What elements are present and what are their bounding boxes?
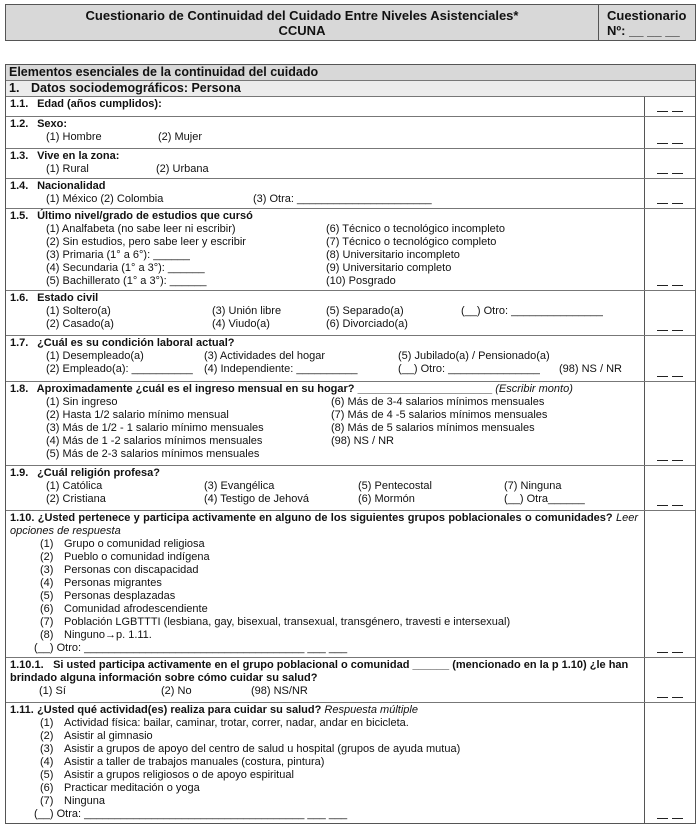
answer-option[interactable]: (5) Bachillerato (1° a 3°): ______ — [46, 275, 207, 287]
answer-option[interactable]: (1) Analfabeta (no sabe leer ni escribir) — [46, 223, 236, 235]
question-body — [6, 209, 645, 290]
answer-option[interactable]: (5) Separado(a) — [326, 305, 404, 317]
answer-option[interactable]: (4) Testigo de Jehová — [204, 493, 309, 505]
question-label: Sexo: — [37, 118, 68, 130]
question-number: 1.5. — [10, 210, 29, 222]
answer-option[interactable]: (2) Cristiana — [46, 493, 106, 505]
option-line — [10, 163, 644, 176]
answer-option[interactable]: (2) — [40, 730, 54, 742]
option-line — [10, 717, 644, 730]
question-text — [10, 180, 644, 193]
answer-cell — [645, 382, 695, 465]
answer-cell — [645, 336, 695, 381]
answer-option[interactable]: (4) Más de 1 -2 salarios mínimos mensuales — [46, 435, 263, 447]
answer-option[interactable]: (3) Otra: ______________________ — [253, 193, 432, 205]
answer-option[interactable]: Asistir al gimnasio — [64, 730, 153, 742]
answer-option[interactable]: (2) Mujer — [158, 131, 203, 143]
option-line — [10, 730, 644, 743]
answer-option[interactable]: Practicar meditación o yoga — [64, 782, 200, 794]
question-body — [6, 179, 645, 208]
option-line — [10, 629, 644, 642]
answer-option[interactable]: (3) — [40, 564, 54, 576]
question-row — [6, 511, 695, 658]
answer-option[interactable]: (3) Primaria (1° a 6°): ______ — [46, 249, 190, 261]
answer-option[interactable]: (7) Más de 4 -5 salarios mínimos mensuales — [331, 409, 548, 421]
answer-option[interactable]: (__) Otra: ____________________________________ ___ ___ — [34, 808, 348, 820]
answer-option[interactable]: (98) NS / NR — [331, 435, 394, 447]
answer-blank-field[interactable] — [657, 285, 683, 286]
question-text — [10, 292, 644, 305]
questionnaire-number-field[interactable]: Nº: __ __ __ — [607, 23, 680, 38]
answer-option[interactable]: (2) Casado(a) — [46, 318, 114, 330]
answer-option[interactable]: (3) — [40, 743, 54, 755]
answer-blank-field[interactable] — [657, 505, 683, 506]
answer-option[interactable]: (5) — [40, 769, 54, 781]
question-number: 1.2. — [10, 118, 29, 130]
answer-option[interactable]: (1) — [40, 717, 54, 729]
answer-option[interactable]: (5) Pentecostal — [358, 480, 432, 492]
question-label: Aproximadamente ¿cuál es el ingreso mensual en su hogar? ______________________ — [36, 383, 493, 395]
answer-option[interactable]: (__) Otro: ____________________________________ ___ ___ — [34, 642, 348, 654]
answer-option[interactable]: (2) Hasta 1/2 salario mínimo mensual — [46, 409, 229, 421]
question-instruction: Leer opciones de respuesta — [10, 512, 638, 537]
option-line — [10, 590, 644, 603]
question-row — [6, 336, 695, 382]
question-text — [10, 512, 644, 538]
answer-option[interactable]: (6) Mormón — [358, 493, 415, 505]
option-line — [10, 131, 644, 144]
option-line — [10, 305, 644, 318]
answer-option[interactable]: (5) Jubilado(a) / Pensionado(a) — [398, 350, 550, 362]
answer-blank-field[interactable] — [657, 111, 683, 112]
question-text — [10, 150, 644, 163]
questions-table — [5, 64, 696, 824]
option-line — [10, 363, 644, 376]
option-line — [10, 743, 644, 756]
answer-option[interactable]: (1) Desempleado(a) — [46, 350, 144, 362]
question-label: Vive en la zona: — [37, 150, 120, 162]
question-body — [6, 291, 645, 335]
question-body — [6, 466, 645, 510]
option-line — [10, 493, 644, 506]
question-label: ¿Usted pertenece y participa activamente en alguno de los siguientes grupos poblacionales o comunidades? — [37, 512, 613, 524]
option-line — [10, 795, 644, 808]
option-line — [10, 422, 644, 435]
option-line — [10, 236, 644, 249]
answer-option[interactable]: Personas migrantes — [64, 577, 162, 589]
option-line — [10, 756, 644, 769]
option-line — [10, 642, 644, 655]
question-row — [6, 466, 695, 511]
answer-cell — [645, 466, 695, 510]
answer-option[interactable]: (7) — [40, 795, 54, 807]
answer-option[interactable]: (3) Unión libre — [212, 305, 282, 317]
answer-option[interactable]: (4) Viudo(a) — [212, 318, 270, 330]
question-body — [6, 703, 645, 823]
question-text — [10, 383, 644, 396]
answer-option[interactable]: Comunidad afrodescendiente — [64, 603, 208, 615]
answer-option[interactable]: (4) Secundaria (1° a 3°): ______ — [46, 262, 205, 274]
option-line — [10, 564, 644, 577]
question-label: ¿Cuál es su condición laboral actual? — [37, 337, 235, 349]
answer-cell — [645, 658, 695, 702]
answer-option[interactable]: (2) Empleado(a): __________ — [46, 363, 193, 375]
answer-cell — [645, 703, 695, 823]
answer-option[interactable]: (2) Urbana — [156, 163, 209, 175]
answer-blank-field[interactable] — [657, 376, 683, 377]
answer-option[interactable]: Asistir a grupos religiosos o de apoyo espiritual — [64, 769, 294, 781]
answer-blank-field[interactable] — [657, 652, 683, 653]
form-header — [5, 4, 696, 41]
answer-cell — [645, 149, 695, 178]
question-row — [6, 658, 695, 703]
answer-option[interactable]: (3) Más de 1/2 - 1 salario mínimo mensuales — [46, 422, 264, 434]
question-body — [6, 97, 645, 116]
question-label: Estado civil — [37, 292, 99, 304]
question-number: 1.9. — [10, 467, 29, 479]
question-row — [6, 382, 695, 466]
question-body — [6, 336, 645, 381]
answer-cell — [645, 179, 695, 208]
option-line — [10, 538, 644, 551]
subsection-number: 1. — [9, 81, 20, 95]
answer-option[interactable]: (6) Divorciado(a) — [326, 318, 408, 330]
option-line — [10, 769, 644, 782]
option-line — [10, 275, 644, 288]
option-line — [10, 318, 644, 331]
answer-option[interactable]: (98) NS/NR — [251, 685, 308, 697]
question-body — [6, 149, 645, 178]
answer-option[interactable]: (__) Otro: _______________ — [398, 363, 540, 375]
subsection-title: Datos sociodemográficos: Persona — [31, 81, 241, 95]
answer-option[interactable]: (1) Rural — [46, 163, 89, 175]
answer-option[interactable]: (6) — [40, 782, 54, 794]
answer-option[interactable]: (3) Actividades del hogar — [204, 350, 326, 362]
answer-option[interactable]: (8) Universitario incompleto — [326, 249, 460, 261]
option-line — [10, 262, 644, 275]
answer-option[interactable]: (7) Técnico o tecnológico completo — [326, 236, 497, 248]
question-number: 1.6. — [10, 292, 29, 304]
option-line — [10, 603, 644, 616]
answer-option[interactable]: (1) Sí — [39, 685, 66, 697]
answer-option[interactable]: (1) Sin ingreso — [46, 396, 118, 408]
answer-option[interactable]: (10) Posgrado — [326, 275, 396, 287]
question-row — [6, 117, 695, 149]
question-text — [10, 210, 644, 223]
answer-blank-field[interactable] — [657, 818, 683, 819]
answer-option[interactable]: (7) Ninguna — [504, 480, 562, 492]
answer-option[interactable]: (6) — [40, 603, 54, 615]
question-number: 1.4. — [10, 180, 29, 192]
question-number: 1.7. — [10, 337, 29, 349]
answer-option[interactable]: (1) Hombre — [46, 131, 102, 143]
question-body — [6, 117, 645, 148]
answer-option[interactable]: (1) — [40, 538, 54, 550]
answer-option[interactable]: (4) — [40, 577, 54, 589]
question-label: ¿Cuál religión profesa? — [37, 467, 160, 479]
answer-option[interactable]: Ninguno→p. 1.11. — [64, 629, 152, 641]
answer-cell — [645, 117, 695, 148]
answer-option[interactable]: Ninguna — [64, 795, 105, 807]
option-line — [10, 448, 644, 461]
question-number: 1.8. — [10, 383, 29, 395]
question-text — [10, 337, 644, 350]
answer-option[interactable]: (2) Sin estudios, pero sabe leer y escribir — [46, 236, 246, 248]
question-label: Si usted participa activamente en el grupo poblacional o comunidad ______ (mencionado en la p 1.10) ¿le han brindado alguna información sobre cómo cuidar su salud? — [10, 659, 629, 684]
answer-option[interactable]: (__) Otro: _______________ — [461, 305, 603, 317]
option-line — [10, 435, 644, 448]
answer-option[interactable]: (5) — [40, 590, 54, 602]
question-text — [10, 467, 644, 480]
option-line — [10, 577, 644, 590]
answer-option[interactable]: Pueblo o comunidad indígena — [64, 551, 210, 563]
subsection-heading — [6, 81, 695, 97]
answer-blank-field[interactable] — [657, 173, 683, 174]
answer-option[interactable]: (1) México (2) Colombia — [46, 193, 164, 205]
option-line — [10, 480, 644, 493]
question-row — [6, 149, 695, 179]
option-line — [10, 551, 644, 564]
answer-option[interactable]: (8) Más de 5 salarios mínimos mensuales — [331, 422, 535, 434]
question-text — [10, 98, 644, 111]
answer-cell — [645, 291, 695, 335]
option-line — [10, 409, 644, 422]
form-title-line1: Cuestionario de Continuidad del Cuidado Entre Niveles Asistenciales* — [85, 8, 519, 23]
section-heading: Elementos esenciales de la continuidad del cuidado — [6, 65, 695, 81]
option-line — [10, 616, 644, 629]
answer-cell — [645, 97, 695, 116]
question-row — [6, 97, 695, 117]
question-instruction: (Escribir monto) — [495, 383, 573, 395]
question-body — [6, 658, 645, 702]
answer-option[interactable]: (4) — [40, 756, 54, 768]
answer-cell — [645, 209, 695, 290]
answer-option[interactable]: (4) Independiente: __________ — [204, 363, 358, 375]
answer-option[interactable]: (__) Otra______ — [504, 493, 585, 505]
question-row — [6, 209, 695, 291]
answer-option[interactable]: (3) Evangélica — [204, 480, 275, 492]
answer-option[interactable]: Asistir a taller de trabajos manuales (costura, pintura) — [64, 756, 325, 768]
question-body — [6, 511, 645, 657]
question-row — [6, 291, 695, 336]
answer-blank-field[interactable] — [657, 143, 683, 144]
answer-option[interactable]: (1) Católica — [46, 480, 103, 492]
question-row — [6, 179, 695, 209]
option-line — [10, 223, 644, 236]
question-text — [10, 659, 644, 685]
question-label: Edad (años cumplidos): — [37, 98, 162, 110]
answer-option[interactable]: (98) NS / NR — [559, 363, 622, 375]
option-line — [10, 685, 644, 698]
answer-option[interactable]: Actividad física: bailar, caminar, trotar, correr, nadar, andar en bicicleta. — [64, 717, 409, 729]
question-label: ¿Usted qué actividad(es) realiza para cuidar su salud? — [37, 704, 322, 716]
answer-cell — [645, 511, 695, 657]
answer-option[interactable]: Grupo o comunidad religiosa — [64, 538, 205, 550]
answer-option[interactable]: (8) — [40, 629, 54, 641]
answer-blank-field[interactable] — [657, 460, 683, 461]
question-text — [10, 118, 644, 131]
answer-option[interactable]: (6) Más de 3-4 salarios mínimos mensuales — [331, 396, 545, 408]
answer-blank-field[interactable] — [657, 697, 683, 698]
answer-blank-field[interactable] — [657, 330, 683, 331]
option-line — [10, 249, 644, 262]
question-text — [10, 704, 644, 717]
option-line — [10, 350, 644, 363]
form-title — [6, 5, 599, 40]
answer-option[interactable]: (6) Técnico o tecnológico incompleto — [326, 223, 505, 235]
answer-option[interactable]: (5) Más de 2-3 salarios mínimos mensuales — [46, 448, 260, 460]
answer-option[interactable]: (7) — [40, 616, 54, 628]
form-title-line2: CCUNA — [278, 23, 326, 38]
questionnaire-number — [599, 5, 695, 40]
answer-option[interactable]: (2) — [40, 551, 54, 563]
question-row — [6, 703, 695, 823]
option-line — [10, 193, 644, 206]
answer-option[interactable]: (1) Soltero(a) — [46, 305, 111, 317]
question-label: Nacionalidad — [37, 180, 106, 192]
question-instruction: Respuesta múltiple — [324, 704, 418, 716]
option-line — [10, 808, 644, 821]
answer-option[interactable]: Población LGBTTTI (lesbiana, gay, bisexual, transexual, transgénero, travesti e intersexual) — [64, 616, 511, 628]
option-line — [10, 782, 644, 795]
question-number: 1.3. — [10, 150, 29, 162]
question-number: 1.1. — [10, 98, 29, 110]
question-number: 1.10.1. — [10, 659, 44, 671]
answer-blank-field[interactable] — [657, 203, 683, 204]
question-number: 1.11. — [10, 704, 34, 716]
option-line — [10, 396, 644, 409]
answer-option[interactable]: Asistir a grupos de apoyo del centro de salud u hospital (grupos de ayuda mutua) — [64, 743, 461, 755]
question-label: Último nivel/grado de estudios que cursó — [37, 210, 253, 222]
question-number: 1.10. — [10, 512, 35, 524]
answer-option[interactable]: Personas desplazadas — [64, 590, 176, 602]
answer-option[interactable]: (9) Universitario completo — [326, 262, 452, 274]
answer-option[interactable]: Personas con discapacidad — [64, 564, 199, 576]
question-body — [6, 382, 645, 465]
questionnaire-number-label: Cuestionario — [607, 8, 687, 23]
answer-option[interactable]: (2) No — [161, 685, 192, 697]
